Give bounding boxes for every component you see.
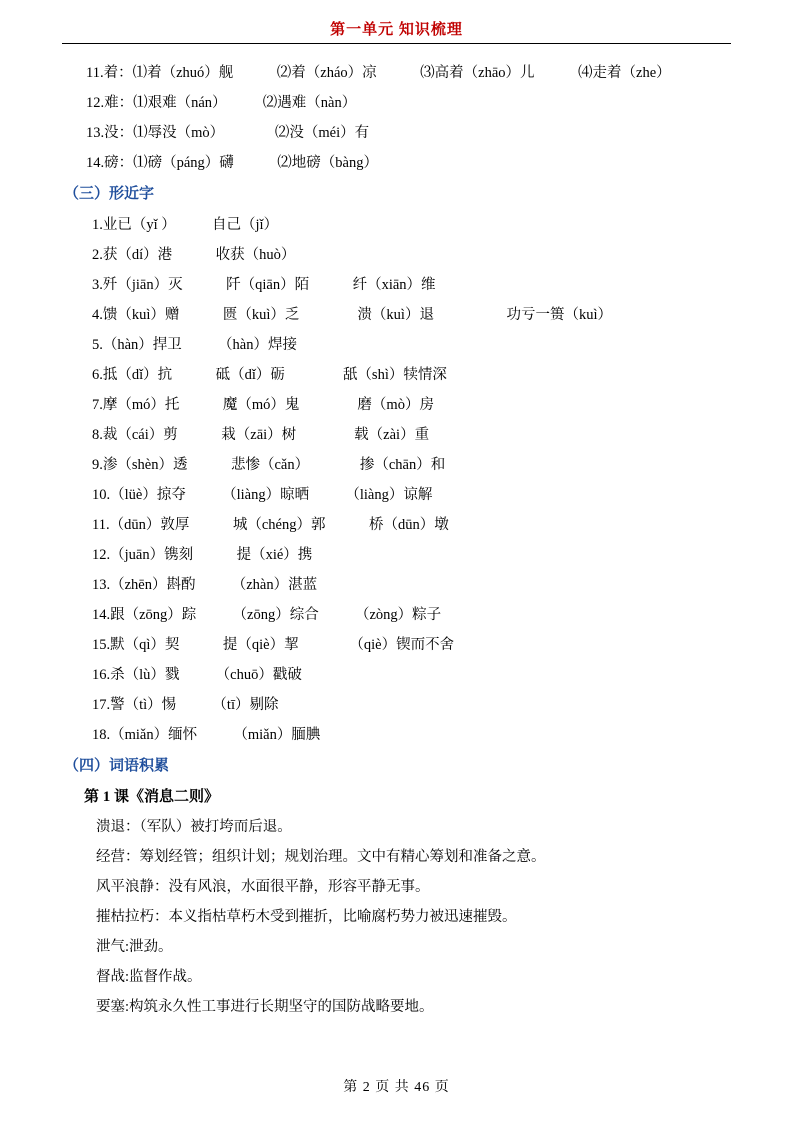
lesson-title: 第 1 课《消息二则》 [84,789,220,805]
vocab-entry: 风平浪静：没有风浪，水面很平静，形容平静无事。 [96,879,430,895]
xingjinzi-item: 4.馈（kuì）赠 匮（kuì）乏 溃（kuì）退 功亏一篑（kuì） [92,307,612,323]
xingjinzi-item: 15.默（qì）契 提（qiè）挈 （qiè）锲而不舍 [92,637,455,653]
xingjinzi-item: 16.杀（lù）戮 （chuō）戳破 [92,667,302,683]
page-footer: 第 2 页 共 46 页 [343,1080,450,1095]
header-title: 第一单元 知识梳理 [330,22,463,38]
xingjinzi-item: 2.获（dí）港 收获（huò） [92,247,296,263]
xingjinzi-item: 10.（lüè）掠夺 （liàng）晾晒 （liàng）谅解 [92,487,433,503]
page-content [62,48,731,1022]
xingjinzi-item: 18.（miǎn）缅怀 （miǎn）腼腆 [92,727,321,743]
vocab-entry: 要塞:构筑永久性工事进行长期坚守的国防战略要地。 [96,999,434,1015]
xingjinzi-item: 9.渗（shèn）透 悲惨（cǎn） 掺（chān）和 [92,457,446,473]
section-heading-xingjinzi: （三）形近字 [64,186,155,202]
xingjinzi-item: 13.（zhēn）斟酌 （zhàn）湛蓝 [92,577,318,593]
vocab-entry: 溃退：（军队）被打垮而后退。 [96,819,292,835]
xingjinzi-item: 3.歼（jiān）灭 阡（qiān）陌 纤（xiān）维 [92,277,436,293]
xingjinzi-item: 5.（hàn）捍卫 （hàn）焊接 [92,337,297,353]
page-header [62,0,731,48]
section-heading-ciyujilei: （四）词语积累 [64,758,170,774]
xingjinzi-item: 8.裁（cái）剪 栽（zāi）树 载（zài）重 [92,427,430,443]
xingjinzi-item: 1.业已（yǐ ） 自己（jǐ） [92,217,279,233]
xingjinzi-item: 17.警（tì）惕 （tī）剔除 [92,697,279,713]
polyphone-item: 12.难：⑴艰难（nán） ⑵遇难（nàn） [86,95,357,111]
vocab-entry: 摧枯拉朽：本义指枯草朽木受到摧折，比喻腐朽势力被迅速摧毁。 [96,909,517,925]
polyphone-item: 14.磅：⑴磅（páng）礴 ⑵地磅（bàng） [86,155,378,171]
polyphone-item: 13.没：⑴辱没（mò） ⑵没（méi）有 [86,125,370,141]
xingjinzi-item: 14.跟（zōng）踪 （zōng）综合 （zòng）粽子 [92,607,442,623]
polyphone-item: 11.着：⑴着（zhuó）舰 ⑵着（zháo）凉 ⑶高着（zhāo）儿 ⑷走着（zhe） [86,65,671,81]
xingjinzi-item: 7.摩（mó）托 魔（mó）鬼 磨（mò）房 [92,397,434,413]
vocab-entry: 泄气:泄劲。 [96,939,173,955]
xingjinzi-item: 6.抵（dǐ）抗 砥（dǐ）砺 舐（shì）犊情深 [92,367,447,383]
header-divider [62,43,731,44]
xingjinzi-item: 11.（dūn）敦厚 城（chéng）郭 桥（dūn）墩 [92,517,449,533]
vocab-entry: 督战:监督作战。 [96,969,202,985]
vocab-entry: 经营：筹划经管；组织计划；规划治理。文中有精心筹划和准备之意。 [96,849,546,865]
xingjinzi-item: 12.（juān）镌刻 提（xié）携 [92,547,313,563]
